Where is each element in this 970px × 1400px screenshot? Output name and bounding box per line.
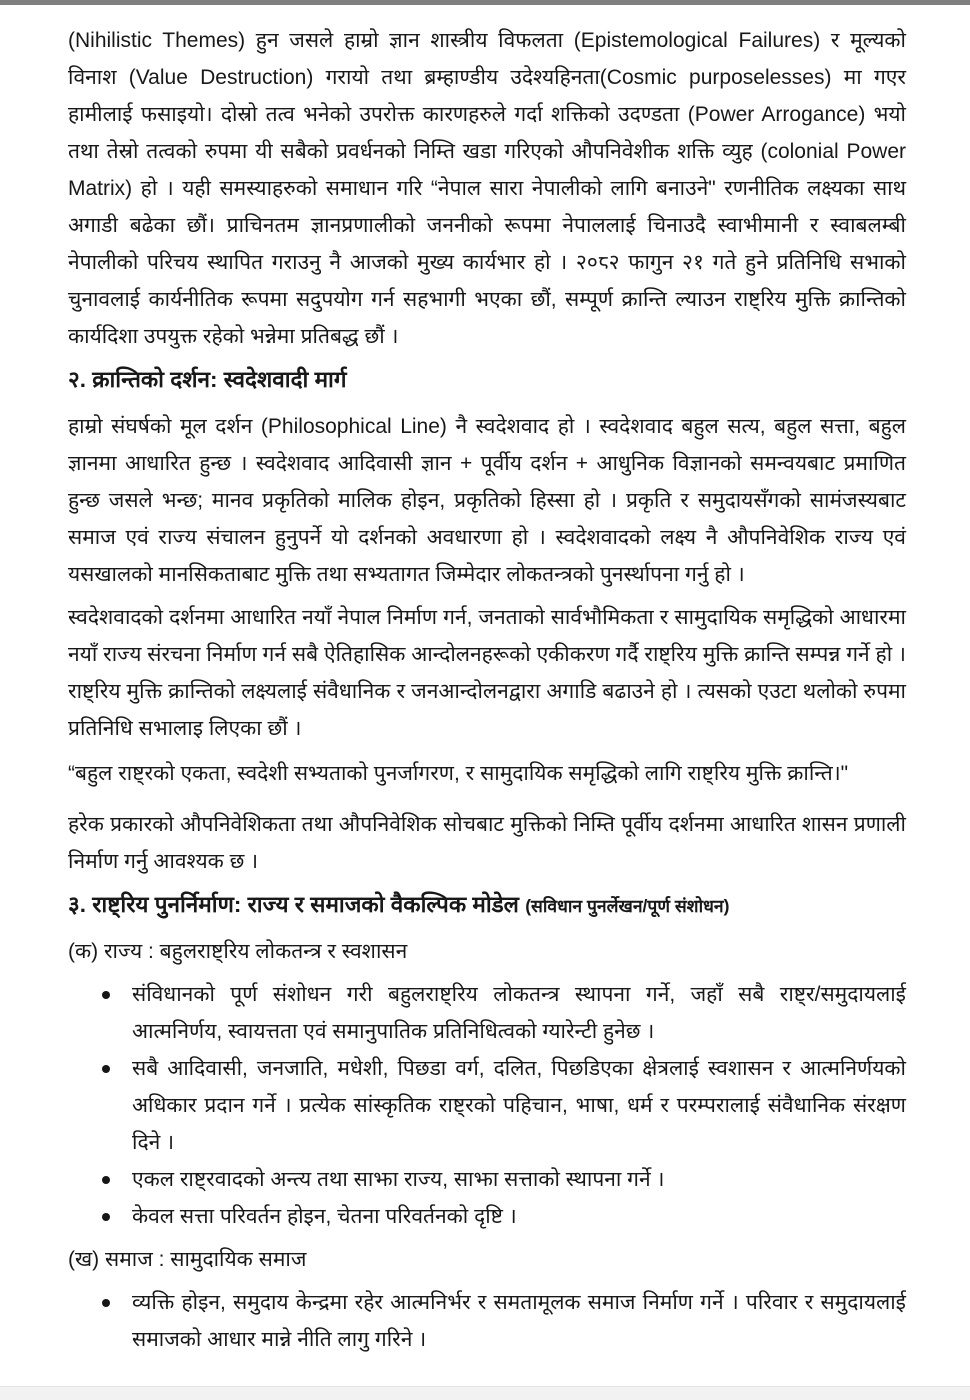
document-body (68, 22, 906, 1358)
bullet-icon (102, 991, 110, 999)
section-2-heading: २. क्रान्तिको दर्शन: स्वदेशवादी मार्ग (68, 367, 347, 392)
list-item (68, 1284, 906, 1358)
section-2-paragraph-1: हाम्रो संघर्षको मूल दर्शन (Philosophical Line) नै स्वदेशवाद हो । स्वदेशवाद बहुल सत्य, बहुल सत्ता, बहुल ज्ञानमा आधारित हुन्छ । स्वदेशवाद आदिवासी ज्ञान + पूर्वीय दर्शन + आधुनिक विज्ञानको समन्वयबाट प्रमाणित हुन्छ जसले भन्छ; मानव प्रकृतिको मालिक होइन, प्रकृतिको हिस्सा हो । प्रकृति र समुदायसँगको सामंजस्यबाट समाज एवं राज्य संचालन हुनुपर्ने यो दर्शनको अवधारणा हो । स्वदेशवादको लक्ष्य नै औपनिवेशिक राज्य एवं यसखालको मानसिकताबाट मुक्ति तथा सभ्यतागत जिम्मेदार लोकतन्त्रको पुनर्स्थापना गर्नु हो । (68, 415, 906, 586)
society-bullet-list (68, 1284, 906, 1358)
slogan-quote: “बहुल राष्ट्रको एकता, स्वदेशी सभ्यताको पुनर्जागरण, र सामुदायिक समृद्धिको लागि राष्ट्रिय मुक्ति क्रान्ति।" (68, 762, 849, 785)
section-3-heading-note: (सविधान पुनर्लेखन/पूर्ण संशोधन) (525, 896, 730, 916)
list-item-text: सबै आदिवासी, जनजाति, मधेशी, पिछडा वर्ग, दलित, पिछडिएका क्षेत्रलाई स्वशासन र आत्मनिर्णयको अधिकार प्रदान गर्ने । प्रत्येक सांस्कृतिक राष्ट्रको पहिचान, भाषा, धर्म र परम्परालाई संवैधानिक संरक्षण दिने । (132, 1057, 906, 1154)
list-item (68, 1050, 906, 1161)
list-item-text: केवल सत्ता परिवर्तन होइन, चेतना परिवर्तनको दृष्टि । (132, 1205, 517, 1228)
bullet-icon (102, 1213, 110, 1221)
list-item (68, 976, 906, 1050)
subsection-kha-heading: (ख) समाज : सामुदायिक समाज (68, 1248, 307, 1271)
section-3-heading-text: ३. राष्ट्रिय पुनर्निर्माण: राज्य र समाजको वैकल्पिक मोडेल (68, 892, 526, 917)
state-bullet-list (68, 976, 906, 1235)
bullet-icon (102, 1299, 110, 1307)
bullet-icon (102, 1176, 110, 1184)
section-2-paragraph-3: हरेक प्रकारको औपनिवेशिकता तथा औपनिवेशिक सोचबाट मुक्तिको निम्ति पूर्वीय दर्शनमा आधारित शासन प्रणाली निर्माण गर्नु आवश्यक छ । (68, 813, 906, 873)
window-top-border (0, 0, 970, 5)
continuation-paragraph: (Nihilistic Themes) हुन जसले हाम्रो ज्ञान शास्त्रीय विफलता (Epistemological Failures) र मूल्यको विनाश (Value Destruction) गरायो तथा ब्रम्हाण्डीय उदेश्यहिनता(Cosmic purposelesses) मा गएर हामीलाई फसाइयो। दोस्रो तत्व भनेको उपरोक्त कारणहरुले गर्दा शक्तिको उदण्डता (Power Arrogance) भयो तथा तेस्रो तत्वको रुपमा यी सबैको प्रवर्धनको निम्ति खडा गरिएको औपनिवेशीक शक्ति व्युह (colonial Power Matrix) हो । यही समस्याहरुको समाधान गरि “नेपाल सारा नेपालीको लागि बनाउने" रणनीतिक लक्ष्यका साथ अगाडी बढेका छौं। प्राचिनतम ज्ञानप्रणालीको जननीको रूपमा नेपाललाई चिनाउदै स्वाभीमानी र स्वाबलम्बी नेपालीको परिचय स्थापित गराउनु नै आजको मुख्य कार्यभार हो । २०८२ फागुन २१ गते हुने प्रतिनिधि सभाको चुनावलाई कार्यनीतिक रूपमा सदुपयोग गर्न सहभागी भएका छौं, सम्पूर्ण क्रान्ति ल्याउन राष्ट्रिय मुक्ति क्रान्तिको कार्यदिशा उपयुक्त रहेको भन्नेमा प्रतिबद्ध छौं । (68, 29, 906, 348)
page-bottom-gutter (0, 1386, 970, 1400)
subsection-ka-heading: (क) राज्य : बहुलराष्ट्रिय लोकतन्त्र र स्वशासन (68, 940, 408, 963)
list-item (68, 1161, 906, 1198)
list-item (68, 1198, 906, 1235)
section-3-heading (68, 886, 906, 925)
list-item-text: संविधानको पूर्ण संशोधन गरी बहुलराष्ट्रिय लोकतन्त्र स्थापना गर्ने, जहाँ सबै राष्ट्र/समुदायलाई आत्मनिर्णय, स्वायत्तता एवं समानुपातिक प्रतिनिधित्वको ग्यारेन्टी हुनेछ । (132, 983, 906, 1043)
section-2-paragraph-2: स्वदेशवादको दर्शनमा आधारित नयाँ नेपाल निर्माण गर्न, जनताको सार्वभौमिकता र सामुदायिक समृद्धिको आधारमा नयाँ राज्य संरचना निर्माण गर्न सबै ऐतिहासिक आन्दोलनहरूको एकीकरण गर्दै राष्ट्रिय मुक्ति क्रान्ति सम्पन्न गर्ने हो । राष्ट्रिय मुक्ति क्रान्तिको लक्ष्यलाई संवैधानिक र जनआन्दोलनद्वारा अगाडि बढाउने हो । त्यसको एउटा थलोको रुपमा प्रतिनिधि सभालाइ लिएका छौं । (68, 606, 906, 740)
list-item-text: व्यक्ति होइन, समुदाय केन्द्रमा रहेर आत्मनिर्भर र समतामूलक समाज निर्माण गर्ने । परिवार र समुदायलाई समाजको आधार मान्ने नीति लागु गरिने । (132, 1291, 906, 1351)
list-item-text: एकल राष्ट्रवादको अन्त्य तथा साझा राज्य, साझा सत्ताको स्थापना गर्ने । (132, 1168, 665, 1191)
bullet-icon (102, 1065, 110, 1073)
